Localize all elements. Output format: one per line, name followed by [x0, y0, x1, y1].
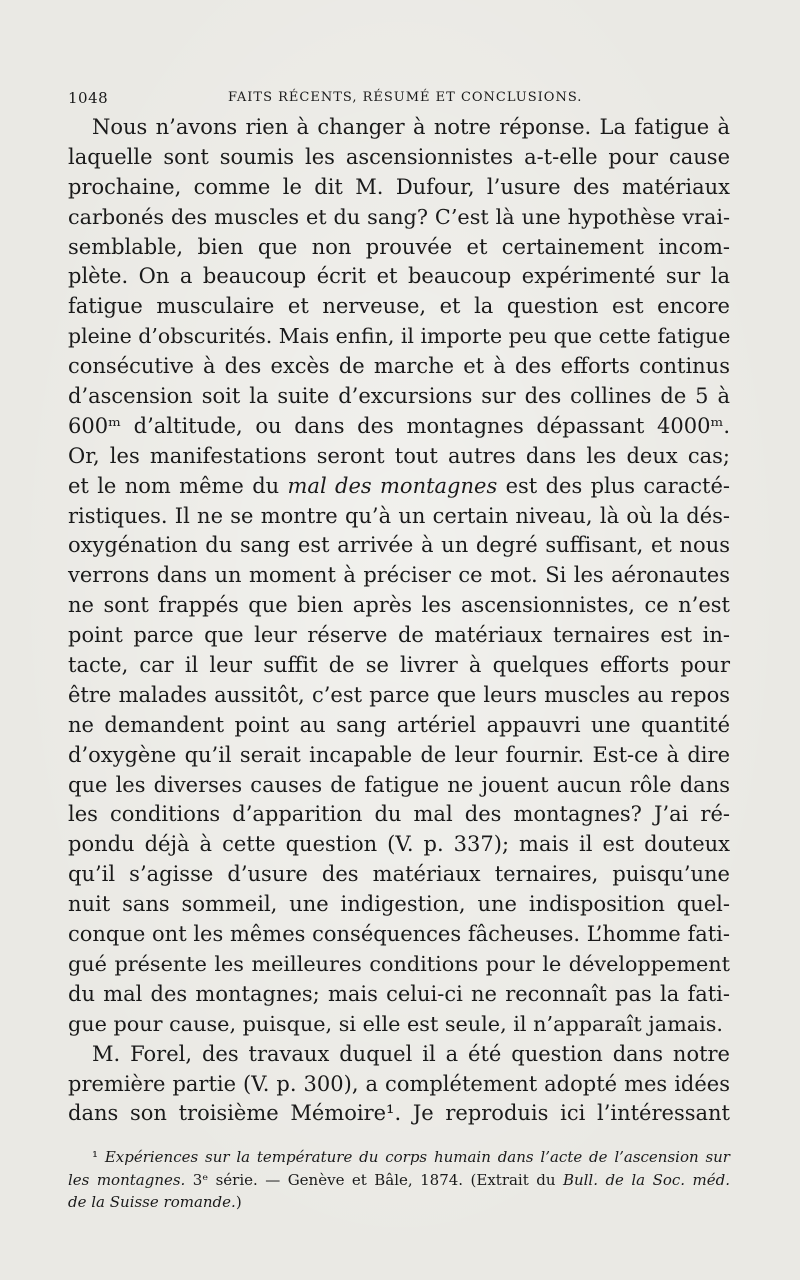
- text-line: Or, les manifestations seront tout autres dans les deux cas;: [68, 443, 730, 468]
- text-line: les conditions d’apparition du mal des montagnes? J’ai ré-: [68, 802, 730, 827]
- page-header: [68, 89, 730, 111]
- italic-term: mal des montagnes: [287, 473, 498, 498]
- text-line: carbonés des muscles et du sang? C’est là une hypothèse vrai-: [68, 204, 730, 229]
- text-line: ne demandent point au sang artériel appauvri une quantité: [68, 712, 730, 737]
- text-line: première partie (V. p. 300), a complétement adopté mes idées: [68, 1071, 730, 1096]
- text-line: Nous n’avons rien à changer à notre réponse. La fatigue à: [92, 115, 730, 139]
- body-text: [68, 113, 730, 1129]
- footnote-title: Expériences sur la température du corps humain dans l’acte de l’ascension sur: [104, 1148, 730, 1166]
- footnote-marker: ¹: [92, 1148, 99, 1166]
- text-line: point parce que leur réserve de matériaux ternaires est in-: [68, 623, 730, 648]
- footnote: [68, 1146, 730, 1214]
- text-line: nuit sans sommeil, une indigestion, une indisposition quel-: [68, 892, 730, 917]
- footnote-text: ): [235, 1193, 242, 1211]
- text-line: du mal des montagnes; mais celui-ci ne reconnaît pas la fati-: [68, 981, 730, 1006]
- text-line: pleine d’obscurités. Mais enfin, il importe peu que cette fatigue: [68, 324, 731, 349]
- text-line: plète. On a beaucoup écrit et beaucoup expérimenté sur la: [68, 264, 730, 289]
- text-line: gue pour cause, puisque, si elle est seule, il n’apparaît jamais.: [68, 1011, 724, 1036]
- footnote-journal: Bull. de la Soc. méd.: [562, 1170, 730, 1189]
- text-line: oxygénation du sang est arrivée à un degré suffisant, et nous: [68, 533, 730, 558]
- text-line: consécutive à des excès de marche et à des efforts continus: [68, 354, 730, 379]
- text-line: M. Forel, des travaux duquel il a été question dans notre: [92, 1041, 730, 1066]
- footnote-journal-cont: de la Suisse romande.: [68, 1193, 236, 1211]
- page-number: 1048: [68, 89, 109, 107]
- footnote-title-cont: les montagnes.: [68, 1170, 186, 1189]
- running-head: FAITS RÉCENTS, RÉSUMÉ ET CONCLUSIONS.: [228, 90, 583, 105]
- text-line: gué présente les meilleures conditions pour le développement: [68, 951, 730, 976]
- footnote-line: [68, 1191, 730, 1214]
- text-line: laquelle sont soumis les ascensionnistes a-t-elle pour cause: [68, 144, 730, 169]
- text-line: que les diverses causes de fatigue ne jouent aucun rôle dans: [68, 772, 730, 797]
- text-segment: et le nom même du: [68, 473, 288, 498]
- text-line: ristiques. Il ne se montre qu’à un certain niveau, là où la dés-: [68, 503, 730, 528]
- text-line: d’ascension soit la suite d’excursions sur des collines de 5 à: [68, 384, 730, 409]
- text-line: 600ᵐ d’altitude, ou dans des montagnes dépassant 4000ᵐ.: [68, 413, 730, 438]
- text-line: pondu déjà à cette question (V. p. 337); mais il est douteux: [68, 832, 730, 857]
- text-line: dans son troisième Mémoire¹. Je reproduis ici l’intéressant: [68, 1101, 730, 1126]
- text-line: ne sont frappés que bien après les ascensionnistes, ce n’est: [68, 593, 730, 618]
- footnote-line: [68, 1146, 730, 1169]
- text-line: fatigue musculaire et nerveuse, et la question est encore: [68, 294, 730, 319]
- text-line: prochaine, comme le dit M. Dufour, l’usure des matériaux: [68, 174, 730, 199]
- text-line: verrons dans un moment à préciser ce mot. Si les aéronautes: [68, 563, 730, 588]
- text-line: qu’il s’agisse d’usure des matériaux ternaires, puisqu’une: [68, 862, 730, 887]
- text-line: conque ont les mêmes conséquences fâcheuses. L’homme fati-: [68, 922, 730, 947]
- text-line: tacte, car il leur suffit de se livrer à quelques efforts pour: [68, 653, 730, 678]
- text-line: semblable, bien que non prouvée et certainement incom-: [68, 234, 730, 259]
- text-line-mixed: [68, 472, 730, 502]
- footnote-text: 3ᵉ série. — Genève et Bâle, 1874. (Extrait du: [185, 1170, 563, 1189]
- text-segment: est des plus caracté-: [497, 473, 730, 498]
- footnote-line: [68, 1169, 730, 1192]
- text-line: être malades aussitôt, c’est parce que leurs muscles au repos: [68, 682, 730, 707]
- text-line: d’oxygène qu’il serait incapable de leur fournir. Est-ce à dire: [68, 742, 730, 767]
